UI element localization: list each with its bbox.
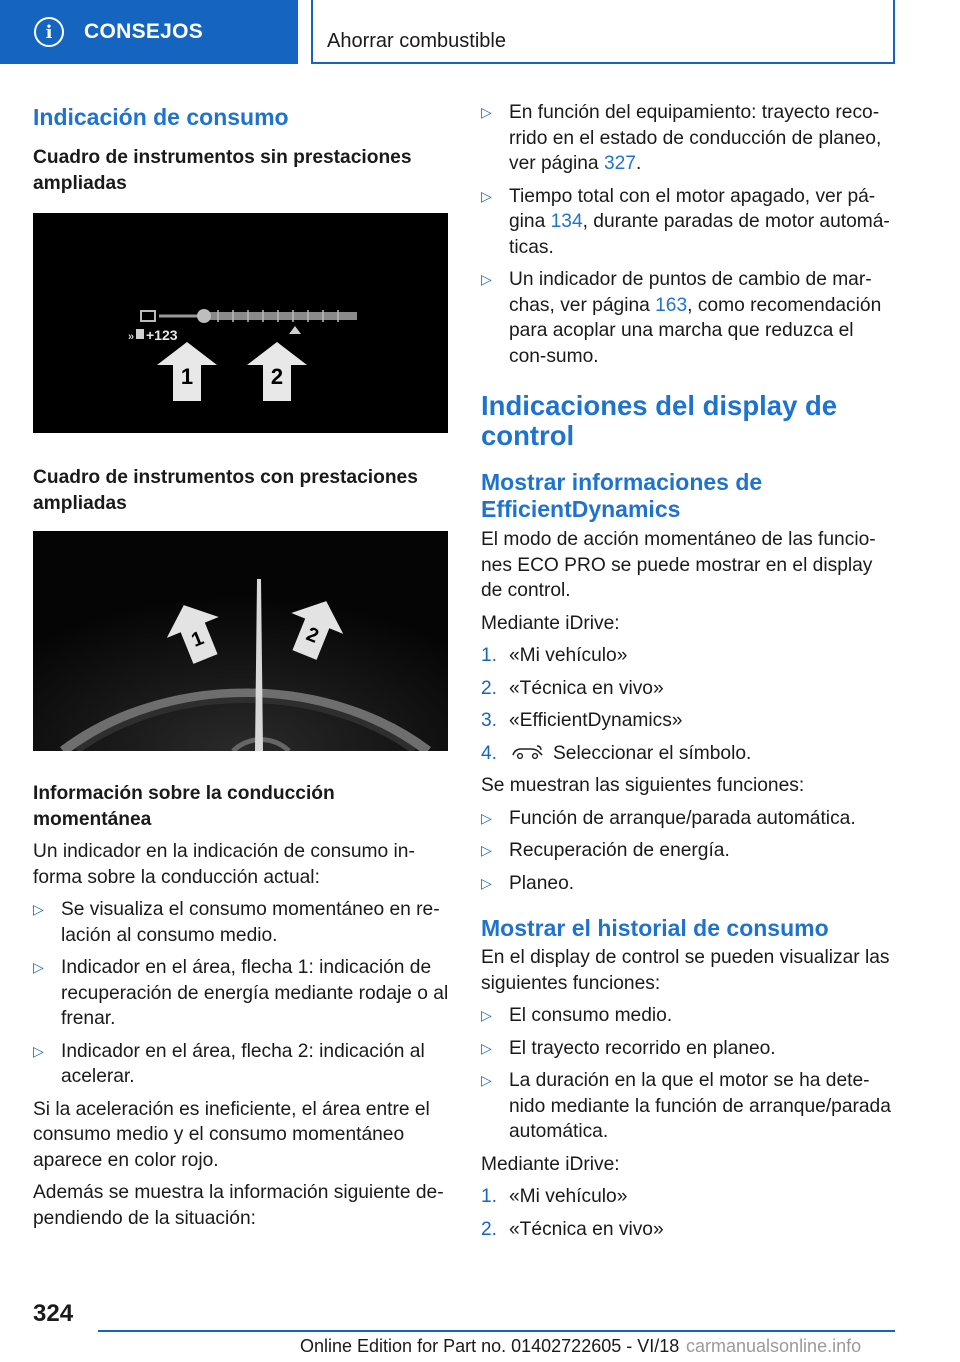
list-item: ▷ Función de arranque/parada automática. [481,806,896,832]
right-bullet-list-top [481,100,896,369]
cluster-basic-graphic [33,213,448,433]
idrive-label-1: Mediante iDrive: [481,612,620,634]
steps-list-2 [481,1184,896,1242]
idrive-label-2: Mediante iDrive: [481,1153,620,1175]
fig1-value: +123 [146,327,178,343]
fig1-arrow-2-label: 2 [270,364,284,389]
triangle-bullet-icon: ▷ [481,187,492,204]
triangle-bullet-icon: ▷ [481,842,492,858]
car-eco-icon [511,743,545,761]
page-link-163[interactable]: 163 [655,294,688,316]
list-item: ▷ La duración en la que el motor se ha dete-nido mediante la función de arranque/parada automática. [481,1070,891,1142]
list-item: 1. «Mi vehículo» [481,1186,628,1207]
heading-control-display: Indicaciones del display de control [481,390,838,451]
right-bullet-list-bottom [481,1003,896,1145]
footer-edition: Online Edition for Part no. 01402722605 - VI/18 [300,1336,680,1356]
triangle-bullet-icon: ▷ [481,874,492,891]
triangle-bullet-icon: ▷ [481,271,492,287]
list-item: ▷ Indicador en el área, flecha 2: indicación al acelerar. [33,1040,425,1087]
left-bullet-list [33,897,449,1090]
fig2-arrow-2-label: 2 [303,623,322,648]
header-section-label: CONSEJOS [84,20,204,43]
heading-efficientdynamics: Mostrar informaciones de EfficientDynamics [481,469,763,522]
intro-paragraph: Un indicador en la indicación de consumo in-forma sobre la conducción actual: [33,841,415,888]
fig2-arrow-1-label: 1 [188,627,207,652]
additional-info-paragraph: Además se muestra la información siguiente de-pendiendo de la situación: [33,1182,444,1229]
list-item: 3. «EfficientDynamics» [481,710,683,731]
list-item: ▷ Tiempo total con el motor apagado, ver pá-gina 134, durante paradas de motor automá-ticas. [481,185,890,258]
list-item: ▷ Indicador en el área, flecha 1: indicación de recuperación de energía mediante rodaje o al frenar. [33,957,449,1029]
list-item: 2. «Técnica en vivo» [481,1218,664,1240]
subheading-without-extended: Cuadro de instrumentos sin prestaciones ampliadas [33,147,412,194]
steps-list-1 [481,643,896,766]
figure-cluster-extended [33,531,448,751]
list-item: ▷ El trayecto recorrido en planeo. [481,1036,896,1062]
left-column [33,100,449,1231]
footer-divider [98,1330,895,1332]
page-number: 324 [33,1300,74,1327]
fig1-arrow-1-label: 1 [180,364,194,389]
subheading-momentary-driving: Información sobre la conducción momentánea [33,783,335,830]
heading-consumption-history: Mostrar el historial de consumo [481,915,829,941]
triangle-bullet-icon: ▷ [481,1007,492,1023]
list-item: ▷ Se visualiza el consumo momentáneo en re-lación al consumo medio. [33,899,440,946]
header-section-tab [0,0,298,64]
page-link-327[interactable]: 327 [603,153,636,174]
triangle-bullet-icon: ▷ [481,1039,492,1056]
subheading-with-extended: Cuadro de instrumentos con prestaciones ampliadas [33,467,418,514]
right-bullet-list-mid [481,806,896,897]
list-item: ▷ Un indicador de puntos de cambio de mar-chas, ver página 163, como recomendación para acoplar una marcha que reduzca el con-sumo. [481,269,882,367]
right-column [481,100,896,1242]
list-item: ▷ Planeo. [481,871,896,897]
list-item: 1. «Mi vehículo» [481,645,628,666]
triangle-bullet-icon: ▷ [481,104,492,120]
svg-text:»: » [128,331,135,343]
list-item: 4. Seleccionar el símbolo. [481,742,752,764]
functions-intro: Se muestran las siguientes funciones: [481,775,805,796]
list-item: ▷ En función del equipamiento: trayecto reco-rrido en el estado de conducción de planeo, ver página 327. [481,102,882,174]
header-chapter-tab [311,0,895,64]
history-paragraph: En el display de control se pueden visualizar las siguientes funciones: [481,947,890,994]
cluster-extended-graphic [33,531,448,751]
triangle-bullet-icon: ▷ [33,901,44,917]
figure-cluster-basic [33,213,448,433]
red-area-paragraph: Si la aceleración es ineficiente, el área entre el consumo medio y el consumo momentáneo aparece en color rojo. [33,1098,430,1171]
list-item: 2. «Técnica en vivo» [481,677,664,699]
list-item: ▷ El consumo medio. [481,1003,896,1029]
triangle-bullet-icon: ▷ [33,959,44,975]
section-title: Indicación de consumo [33,104,289,130]
footer-watermark: carmanualsonline.info [686,1336,862,1356]
page-link-134[interactable]: 134 [550,211,583,232]
eco-pro-paragraph: El modo de acción momentáneo de las funcio-nes ECO PRO se puede mostrar en el display de control. [481,529,876,601]
header-chapter-label: Ahorrar combustible [327,30,506,52]
triangle-bullet-icon: ▷ [481,809,492,826]
triangle-bullet-icon: ▷ [33,1042,44,1059]
triangle-bullet-icon: ▷ [481,1072,492,1088]
info-icon: i [34,17,64,47]
list-item: ▷ Recuperación de energía. [481,838,896,864]
